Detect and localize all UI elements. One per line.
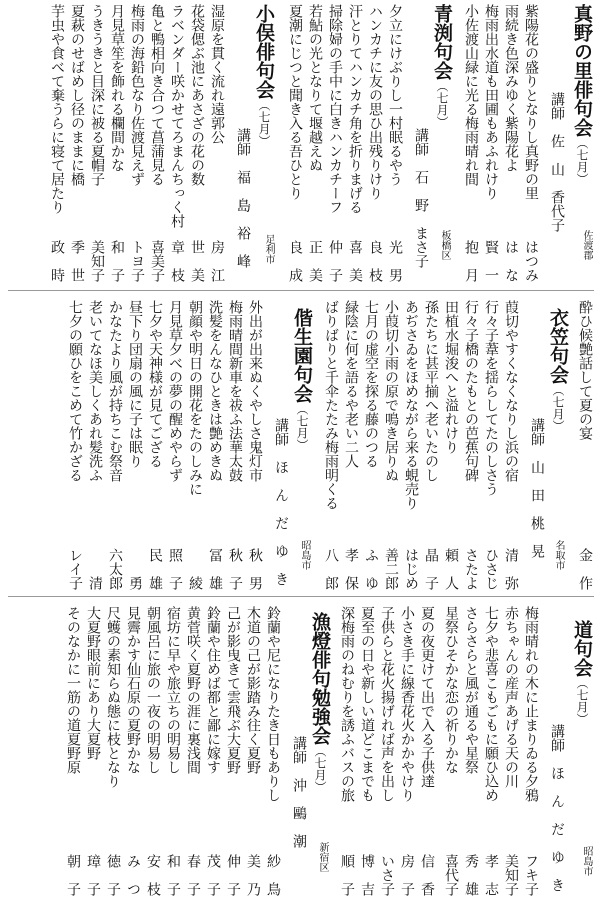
poem-line: 星祭ひそかな恋の祈りかな 喜代子 xyxy=(443,606,459,896)
block-title-gyoto: 漁燈俳句勉強会（七月） xyxy=(309,612,331,793)
poem-line: 雨続き色深みゆく紫陽花よ は な xyxy=(503,4,519,282)
poem-line: ハンカチに友の思ひ出残りけり 良 枝 xyxy=(367,4,383,282)
divider xyxy=(8,290,594,291)
poem-line: 緑陰に何を語るや老い二人 孝 保 xyxy=(343,300,359,590)
band-top xyxy=(6,4,596,282)
poem-line: 月見草夕べの夢の醒めやらず 照 子 xyxy=(167,300,183,590)
poem-line: 梅雨出水道も田圃もあふれけり 賢 一 xyxy=(483,4,499,282)
poem-line: ラベンダー咲かせてろまんちっく村 章 枝 xyxy=(169,4,185,282)
poem-line: 老いてなほ美しくあれ髪洗ふ 清 xyxy=(87,300,103,590)
poem-line: 田植水堀浚へと溢れけり 頼 人 xyxy=(443,300,459,590)
poem-line: 掃除婦の手中に白きハンカチーフ 仲 子 xyxy=(327,4,343,282)
location-gyoto: 新宿区 xyxy=(317,842,328,872)
poem-line: 梅雨晴れの木に止まりゐる夕鴉 フキ子 xyxy=(523,606,539,896)
location-kaisei: 昭島市 xyxy=(299,540,310,570)
poem-line: 黄菅咲く夏野の涯に裏浅間 春 子 xyxy=(185,606,201,896)
location-kinugasa: 名取市 xyxy=(553,540,564,570)
divider xyxy=(8,596,594,597)
poem-line: 孫たちに甚平揃へ老いたのし 晶 子 xyxy=(423,300,439,590)
poem-line: 鈴蘭や住めば都と鄙に嫁す 茂 子 xyxy=(205,606,221,896)
poem-line: あぢさゐをほめながら来る蜆売り はじめ xyxy=(403,300,419,590)
poem-line: そのなかに一筋の道夏野原 朝 子 xyxy=(65,606,81,896)
poem-line: 夏潮にじつと聞き入る吾ひとり 良 成 xyxy=(287,4,303,282)
block-title-michi: 道句会（七月） xyxy=(571,620,593,725)
poem-line: 汗とりてハンカチ角を折りまげる 喜 美 xyxy=(347,4,363,282)
poem-line: 行々子葦を揺らしてたのしさう ひさじ xyxy=(483,300,499,590)
block-title-komata: 小俣俳句会（七月） xyxy=(253,4,275,147)
poem-line: 夏至の日や新しい道どこまでも 博 吉 xyxy=(359,606,375,896)
poem-line: 葭切やすくなくなりし浜の宿 清 弥 xyxy=(503,300,519,590)
teacher-kaisei: 講師 ほ ん だ ゆ き xyxy=(273,418,289,586)
poem-line: 朝顔や明日の開花をたのしみに 綾 xyxy=(187,300,203,590)
poem-line: 大夏野眼前にあり大夏野 璋 子 xyxy=(85,606,101,896)
poem-line: 七夕や悲喜こもごもに願ひ込め 孝 志 xyxy=(483,606,499,896)
poem-line: 木道の己が影踏み往く夏野 美 乃 xyxy=(245,606,261,896)
poem-line: 七月の虚空を探る藤のつる ふ ゆ xyxy=(363,300,379,590)
poem-line: 梅雨の海鉛色なり佐渡見えず トヨ子 xyxy=(129,4,145,282)
poem-line: さらさらと風が通るや星祭 秀 雄 xyxy=(463,606,479,896)
poem-line: 七夕や天神様が見てござる 民 雄 xyxy=(147,300,163,590)
poem-line: ばりばりと千伞たたみ梅雨明くる 八 郎 xyxy=(323,300,339,590)
poem-line: 深梅雨のねむりを誘ふバスの旅 順 子 xyxy=(339,606,355,896)
poem-line: 花袋偲ぶ池にあさざの花の数 世 美 xyxy=(189,4,205,282)
poem-line: 鈴蘭や尼になりたき日もありし 紗 鳥 xyxy=(265,606,281,896)
poem-line: 月見草笙を飾れる欄間かな 和 子 xyxy=(109,4,125,282)
block-title-kaisei: 偕生園句会（七月） xyxy=(291,308,313,451)
poem-line: 行々子橋のたもとの芭蕉句碑 さたよ xyxy=(463,300,479,590)
poem-line: 若鮎の光となりて堰越えぬ 正 美 xyxy=(307,4,323,282)
poem-line: 小葭切小雨の原で鳴き居りぬ 善二郎 xyxy=(383,300,399,590)
teacher-komata: 講師 福 島 裕 峰 xyxy=(235,128,251,268)
block-title-aobuchi: 青渕句会（七月） xyxy=(431,4,453,128)
poem-line: 芋虫や食べて棄うらに寝て居たり 政 時 xyxy=(49,4,65,282)
poem-line: 夏萩のせばめし径のままに橋 季 世 xyxy=(69,4,85,282)
block-title-kinugasa: 衣笠句会（七月） xyxy=(547,308,569,432)
teacher-gyoto: 講師 沖 鷗 潮 xyxy=(291,736,307,848)
teacher-kinugasa: 講師 山 田 桃 晃 xyxy=(529,418,545,558)
teacher-michi: 講師 ほ ん だ ゆ き xyxy=(549,724,565,892)
poem-line: うきうきと目深に被る夏帽子 美知子 xyxy=(89,4,105,282)
poem-line: 己が影曳きて雲飛ぶ大夏野 伸 子 xyxy=(225,606,241,896)
poem-line: 子供らと花火揚げれば声を出し いさ子 xyxy=(379,606,395,896)
band-bottom xyxy=(6,606,596,896)
poem-line: 酔ひ候艶話して夏の宴 金 作 xyxy=(577,300,593,590)
poem-manosato-0 xyxy=(547,4,566,64)
location-komata: 足利市 xyxy=(263,234,274,264)
poem-line: かなたより風が持ちこむ祭音 六太郎 xyxy=(107,300,123,590)
poem-line: 小さき手に線香花火かかやけり 房 子 xyxy=(399,606,415,896)
poem-line: 朝風呂に旅の一夜の明易し 安 枝 xyxy=(145,606,161,896)
poem-line: 洗髪をんなひときは艶めきぬ 冨 雄 xyxy=(207,300,223,590)
location-michi: 昭島市 xyxy=(581,846,592,876)
poem-line: 宿坊に早や旅立ちの明易し 和 子 xyxy=(165,606,181,896)
location-manosato: 佐渡郡 xyxy=(581,230,592,260)
poem-line: 尺蠖の素知らぬ態に枝となり 徳 子 xyxy=(105,606,121,896)
poem-line: 昼下り団扇の風に子は眠り 勇 xyxy=(127,300,143,590)
poem-line: 夏の夜更けて出で入る子供達 信 香 xyxy=(419,606,435,896)
poem-line: 亀と鴨相向き合つて菖蒲見る 喜美子 xyxy=(149,4,165,282)
poem-line: 夕立にけぶりし一村眠るやう 光 男 xyxy=(387,4,403,282)
location-aobuchi: 板橋区 xyxy=(439,230,450,260)
teacher-manosato: 講師 佐 山 香代子 xyxy=(549,92,565,232)
poem-line: 七夕の願ひをこめて竹かざる レイ子 xyxy=(67,300,83,590)
poem-line: 湿原を貫く流れ遠郭公 房 江 xyxy=(209,4,225,282)
teacher-aobuchi: 講師 石 野 まさ子 xyxy=(413,128,429,268)
poem-line: 見霽かす仙石原の夏野かな み つ xyxy=(125,606,141,896)
poem-line: 梅雨晴間新車を祓ふ法華太鼓 秋 子 xyxy=(227,300,243,590)
poem-line: 赤ちゃんの産声あげる天の川 美知子 xyxy=(503,606,519,896)
block-title-manosato: 真野の里俳句会（七月） xyxy=(571,4,593,185)
poem-line: 紫陽花の盛りとなりし真野の里 はつみ xyxy=(523,4,539,282)
band-middle xyxy=(6,300,596,590)
poem-line: 外出が出来ぬくやしさ鬼灯市 秋 男 xyxy=(247,300,263,590)
poem-line: 小佐渡山緑に光る梅雨晴れ間 抱 月 xyxy=(463,4,479,282)
